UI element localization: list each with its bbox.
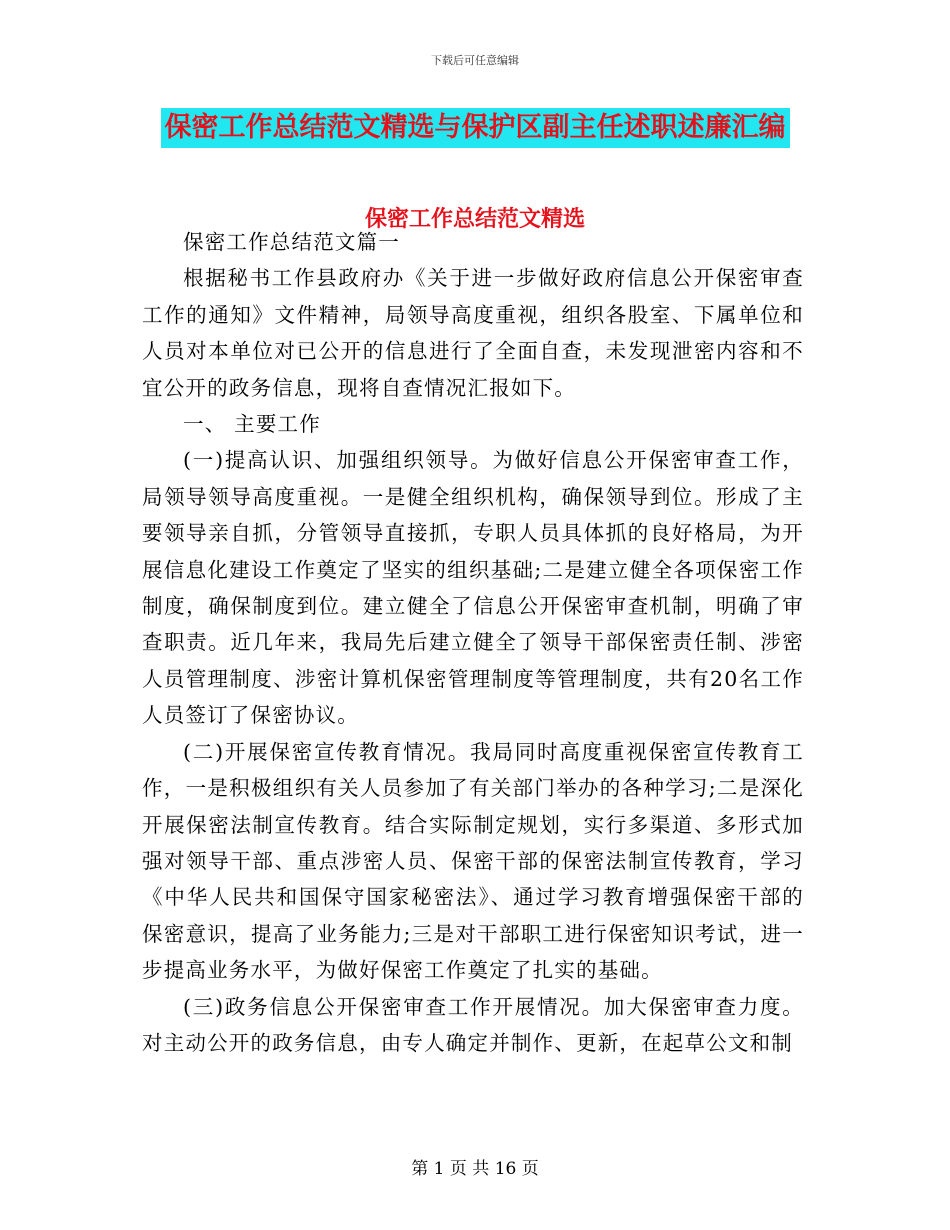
paragraph: (一)提高认识、加强组织领导。为做好信息公开保密审查工作，局领导领导高度重视。一是健全组织机构，确保领导到位。形成了主要领导亲自抓，分管领导直接抓，专职人员具体抓的良好格局，为开展信息化建设工作奠定了坚实的组织基础;二是建立健全各项保密工作制度，确保制度到位。建立健全了信息公开保密审查机制，明确了审查职责。近几年来，我局先后建立健全了领导干部保密责任制、涉密人员管理制度、涉密计算机保密管理制度等管理制度，共有20名工作人员签订了保密协议。 [142,448,804,728]
main-title-wrap [0,108,950,148]
document-body [142,224,804,1061]
paragraph-heading: 保密工作总结范文篇一 [183,230,400,254]
page-footer: 第 1 页 共 16 页 [411,1159,539,1179]
paragraph: (二)开展保密宣传教育情况。我局同时高度重视保密宣传教育工作，一是积极组织有关人员参加了有关部门举办的各种学习;二是深化开展保密法制宣传教育。结合实际制定规划，实行多渠道、多形式加强对领导干部、重点涉密人员、保密干部的保密法制宣传教育，学习《中华人民共和国保守国家秘密法》、通过学习教育增强保密干部的保密意识，提高了业务能力;三是对干部职工进行保密知识考试，进一步提高业务水平，为做好保密工作奠定了扎实的基础。 [142,739,804,983]
main-title: 保密工作总结范文精选与保护区副主任述职述廉汇编 [161,108,790,148]
paragraph: 根据秘书工作县政府办《关于进一步做好政府信息公开保密审查工作的通知》文件精神，局领导高度重视，组织各股室、下属单位和人员对本单位对已公开的信息进行了全面自查，未发现泄密内容和不宜公开的政务信息，现将自查情况汇报如下。 [142,266,804,400]
paragraph: (三)政务信息公开保密审查工作开展情况。加大保密审查力度。对主动公开的政务信息，由专人确定并制作、更新，在起草公文和制 [142,994,804,1055]
paragraph-section-heading: 一、 主要工作 [183,412,321,437]
section-title: 保密工作总结范文精选 [364,206,585,232]
header-note: 下载后可任意编辑 [431,54,519,67]
